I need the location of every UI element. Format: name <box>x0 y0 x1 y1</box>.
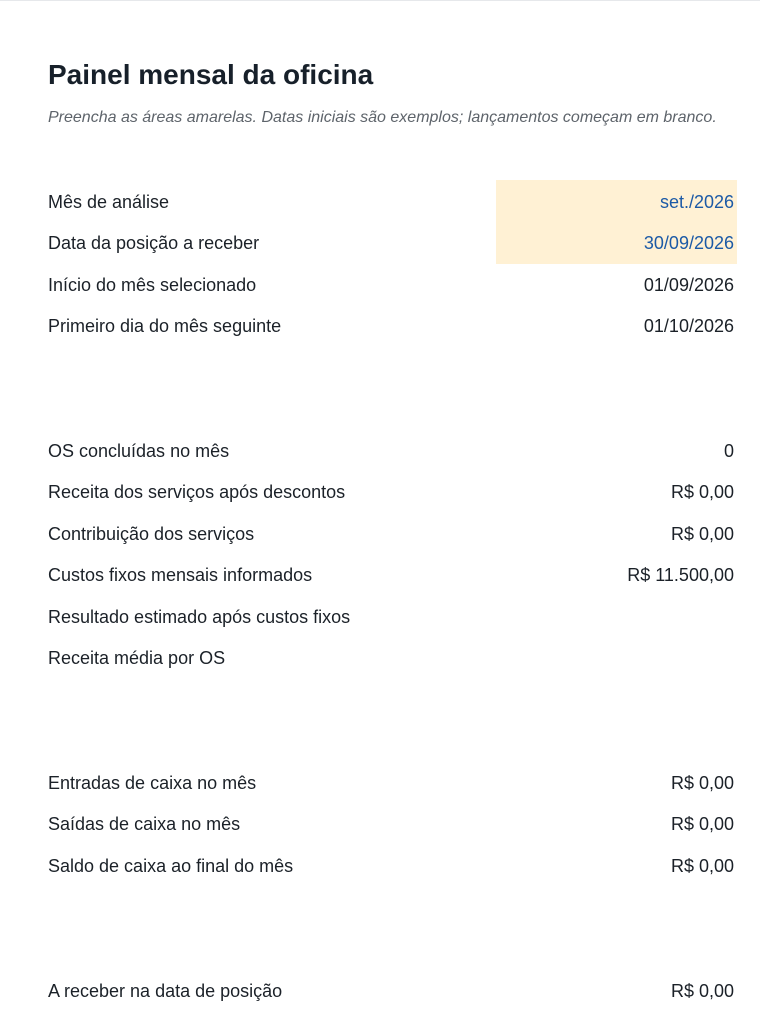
row-saldo-caixa <box>48 845 738 886</box>
row-mes-analise <box>48 181 738 222</box>
row-saidas-caixa <box>48 803 738 844</box>
entradas-caixa-value: R$ 0,00 <box>670 773 734 793</box>
row-contribuicao <box>48 513 738 554</box>
row-receita-media <box>48 637 738 678</box>
receita-servicos-label: Receita dos serviços após descontos <box>48 482 346 502</box>
page-title: Painel mensal da oficina <box>48 59 374 90</box>
contribuicao-value: R$ 0,00 <box>670 524 734 544</box>
inicio-mes-value: 01/09/2026 <box>643 275 734 295</box>
os-concluidas-value: 0 <box>723 441 734 461</box>
receita-media-label: Receita média por OS <box>48 648 226 668</box>
mes-analise-label: Mês de análise <box>48 192 170 212</box>
primeiro-dia-seguinte-value: 01/10/2026 <box>643 316 734 336</box>
page-subtitle: Preencha as áreas amarelas. Datas iniciais são exemplos; lançamentos começam em branco. <box>48 109 717 126</box>
inicio-mes-label: Início do mês selecionado <box>48 275 257 295</box>
row-inicio-mes <box>48 264 738 305</box>
custos-fixos-label: Custos fixos mensais informados <box>48 565 313 585</box>
saldo-caixa-value: R$ 0,00 <box>670 856 734 876</box>
resultado-estimado-label: Resultado estimado após custos fixos <box>48 607 351 627</box>
row-resultado-estimado <box>48 596 738 637</box>
row-receita-servicos <box>48 471 738 512</box>
mes-analise-input[interactable]: set./2026 <box>659 192 734 212</box>
entradas-caixa-label: Entradas de caixa no mês <box>48 773 257 793</box>
data-posicao-input[interactable]: 30/09/2026 <box>643 233 734 253</box>
receita-servicos-value: R$ 0,00 <box>670 482 734 502</box>
row-custos-fixos <box>48 554 738 595</box>
saidas-caixa-label: Saídas de caixa no mês <box>48 814 241 834</box>
row-a-receber <box>48 970 738 1011</box>
saidas-caixa-value: R$ 0,00 <box>670 814 734 834</box>
custos-fixos-value: R$ 11.500,00 <box>627 565 734 585</box>
a-receber-value: R$ 0,00 <box>670 981 734 1001</box>
contribuicao-label: Contribuição dos serviços <box>48 524 255 544</box>
row-os-concluidas <box>48 430 738 471</box>
row-entradas-caixa <box>48 762 738 803</box>
row-primeiro-dia-seguinte <box>48 305 738 346</box>
row-data-posicao <box>48 222 738 263</box>
top-divider <box>0 0 760 1</box>
data-posicao-label: Data da posição a receber <box>48 233 260 253</box>
saldo-caixa-label: Saldo de caixa ao final do mês <box>48 856 294 876</box>
primeiro-dia-seguinte-label: Primeiro dia do mês seguinte <box>48 316 282 336</box>
a-receber-label: A receber na data de posição <box>48 981 283 1001</box>
os-concluidas-label: OS concluídas no mês <box>48 441 230 461</box>
